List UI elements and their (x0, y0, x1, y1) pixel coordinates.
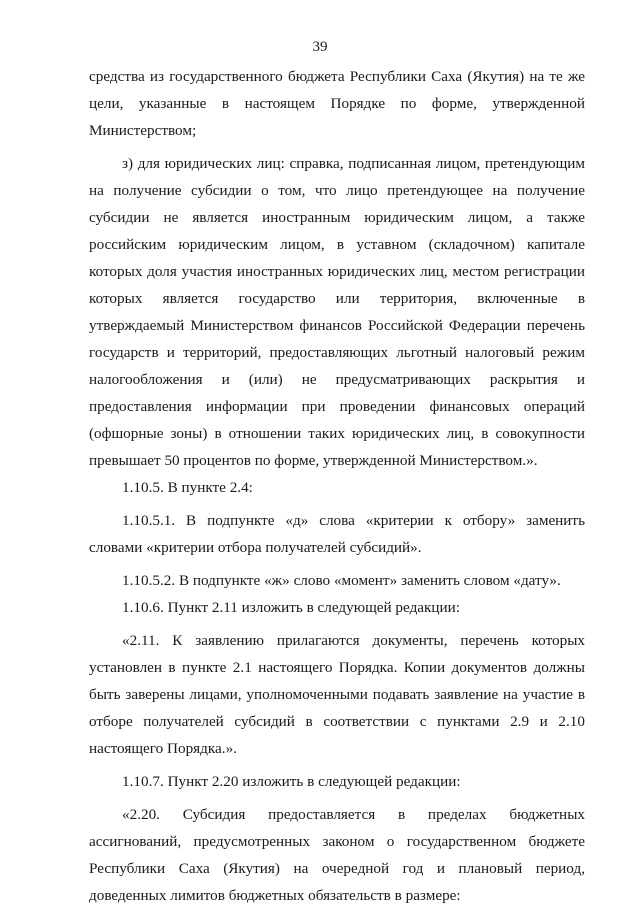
paragraph-1-10-6: 1.10.6. Пункт 2.11 изложить в следующей редакции: (122, 599, 461, 616)
paragraph-1-10-5: 1.10.5. В пункте 2.4: (122, 479, 253, 496)
paragraph-1-10-7: 1.10.7. Пункт 2.20 изложить в следующей редакции: (122, 773, 461, 790)
paragraph-continuation: средства из государственного бюджета Республики Саха (Якутия) на те же цели, указанные в настоящем Порядке по форме, утвержденной Министерством; (89, 68, 585, 139)
paragraph-item-z: з) для юридических лиц: справка, подписанная лицом, претендующим на получение субсидии о том, что лицо претендующее на получение субсидии не является иностранным юридическим лицом, а также российским юридическим лицом, в уставном (складочном) капитале которых доля участия иностранных юридических лиц, местом регистрации которых является государство или территория, включенные в утверждаемый Министерством финансов Российской Федерации перечень государств и территорий, предоставляющих льготный налоговый режим налогообложения и (или) не предусматривающих раскрытия и предоставления информации при проведении финансовых операций (офшорные зоны) в отношении таких юридических лиц, в совокупности превышает 50 процентов по форме, утвержденной Министерством.». (89, 155, 585, 469)
page-number: 39 (312, 39, 328, 55)
paragraph-2-20: «2.20. Субсидия предоставляется в пределах бюджетных ассигнований, предусмотренных законом о государственном бюджете Республики Саха (Якутия) на очередной год и плановый период, доведенных лимитов бюджетных обязательств в размере: (89, 806, 585, 904)
paragraph-1-10-5-2: 1.10.5.2. В подпункте «ж» слово «момент» заменить словом «дату». (122, 572, 561, 589)
paragraph-2-11: «2.11. К заявлению прилагаются документы, перечень которых установлен в пункте 2.1 настоящего Порядка. Копии документов должны быть заверены лицами, уполномоченными подавать заявление на участие в отборе получателей субсидий в соответствии с пунктами 2.9 и 2.10 настоящего Порядка.». (89, 632, 585, 757)
paragraph-1-10-5-1: 1.10.5.1. В подпункте «д» слова «критерии к отбору» заменить словами «критерии отбора получателей субсидий». (89, 512, 585, 556)
document-body (89, 63, 585, 909)
